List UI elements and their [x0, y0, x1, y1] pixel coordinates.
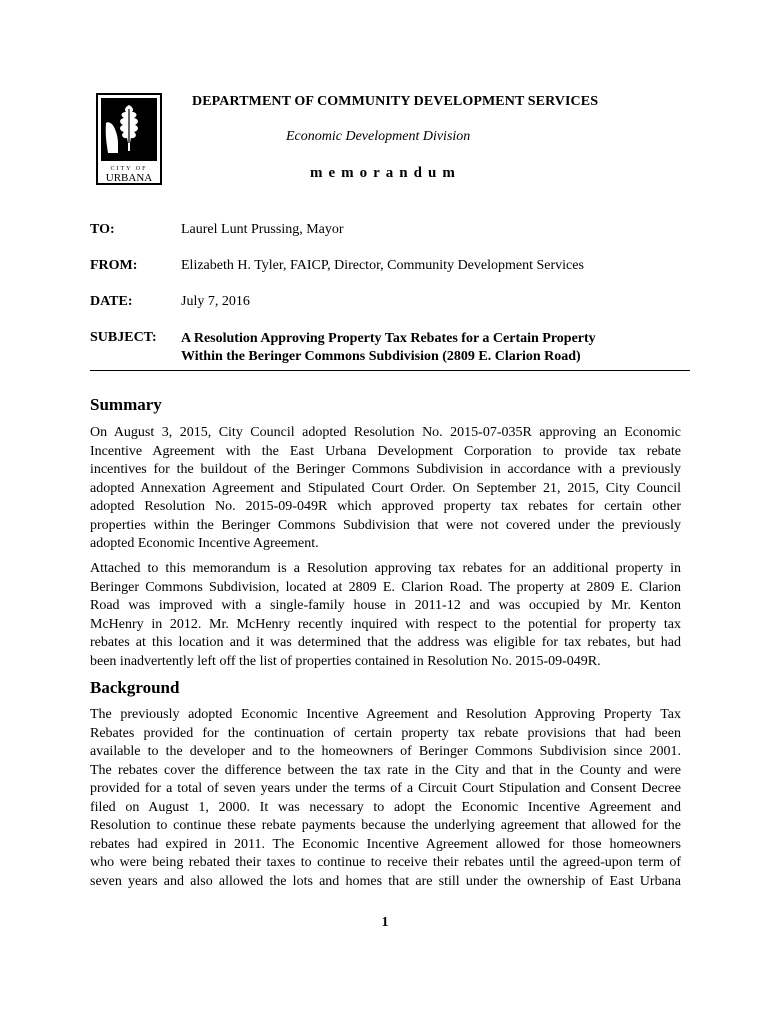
- from-label: FROM:: [90, 258, 138, 273]
- text-line: available to the developer and to the homeowners of Beringer Commons Subdivision since 2001.: [90, 744, 681, 759]
- text-line: incentives for the buildout of the Beringer Commons Subdivision in accordance with a previously: [90, 462, 681, 477]
- subject-label: SUBJECT:: [90, 330, 157, 345]
- to-label: TO:: [90, 222, 115, 237]
- division-name: Economic Development Division: [286, 129, 471, 144]
- text-line: Resolution to continue these rebate payments because the underlying agreement that allowed for the: [90, 818, 681, 833]
- text-line: Attached to this memorandum is a Resolution approving tax rebates for an additional property in: [90, 561, 681, 576]
- text-line: Road was improved with a single-family house in 2011-12 and was occupied by Mr. Kenton: [90, 598, 681, 613]
- logo-city-name: URBANA: [105, 172, 153, 184]
- to-value: Laurel Lunt Prussing, Mayor: [181, 222, 344, 237]
- text-line: rebates at this location and it was determined that the address was eligible for tax rebates, but had: [90, 635, 681, 650]
- background-paragraph-1: [90, 706, 681, 891]
- background-heading: Background: [90, 678, 180, 697]
- text-line: On August 3, 2015, City Council adopted Resolution No. 2015-07-035R approving an Economic: [90, 425, 681, 440]
- city-of-urbana-logo: [96, 93, 162, 185]
- logo-city-of: CITY OF: [110, 166, 148, 172]
- date-label: DATE:: [90, 294, 133, 309]
- text-line: Incentive Agreement with the East Urbana Development Corporation to provide tax rebate: [90, 443, 681, 459]
- text-line: adopted Economic Incentive Agreement.: [90, 536, 319, 551]
- text-line: been inadvertently left off the list of properties contained in Resolution No. 2015-09-049R.: [90, 653, 601, 669]
- department-title: DEPARTMENT OF COMMUNITY DEVELOPMENT SERVICES: [192, 94, 599, 109]
- summary-paragraph-1: [90, 424, 681, 554]
- subject-value: [181, 330, 596, 366]
- summary-paragraph-2: [90, 560, 681, 671]
- text-line: who were being rebated their taxes to continue to receive their rebates until the agreed-upon term of: [90, 855, 681, 870]
- text-line: adopted Annexation Agreement and Stipulated Court Order. On September 21, 2015, City Council: [90, 480, 681, 496]
- text-line: The rebates cover the difference between the tax rate in the City and that in the County and were: [90, 762, 681, 778]
- text-line: seven years and also allowed the lots and homes that are still under the ownership of East Urbana: [90, 873, 681, 889]
- subject-line: A Resolution Approving Property Tax Rebates for a Certain Property: [181, 331, 596, 346]
- text-line: properties within the Beringer Commons Subdivision that were not covered under the previously: [90, 517, 681, 533]
- text-line: The previously adopted Economic Incentive Agreement and Resolution Approving Property Tax: [90, 707, 681, 722]
- date-value: July 7, 2016: [181, 294, 250, 309]
- text-line: filed on August 1, 2000. It was necessary to adopt the Economic Incentive Agreement and: [90, 799, 681, 815]
- text-line: Beringer Commons Subdivision, located at 2809 E. Clarion Road. The property at 2809 E. Clarion: [90, 579, 681, 595]
- text-line: rebates had expired in 2011. The Economic Incentive Agreement allowed for those homeowners: [90, 836, 681, 852]
- summary-heading: Summary: [90, 395, 162, 414]
- subject-line: Within the Beringer Commons Subdivision (2809 E. Clarion Road): [181, 349, 581, 364]
- oak-leaf-icon: [96, 93, 162, 185]
- text-line: Rebates provided for the continuation of certain property tax rebate provisions that had been: [90, 725, 681, 741]
- from-value: Elizabeth H. Tyler, FAICP, Director, Community Development Services: [181, 258, 584, 273]
- document-type: memorandum: [310, 165, 461, 181]
- page-number: 1: [381, 915, 389, 930]
- text-line: McHenry in 2012. Mr. McHenry recently inquired with respect to the potential for property tax: [90, 616, 681, 632]
- text-line: provided for a total of seven years under the terms of a Circuit Court Stipulation and Consent Decree: [90, 781, 681, 796]
- text-line: adopted Resolution No. 2015-09-049R which approved property tax rebates for certain other: [90, 499, 681, 514]
- header-divider: [90, 370, 690, 371]
